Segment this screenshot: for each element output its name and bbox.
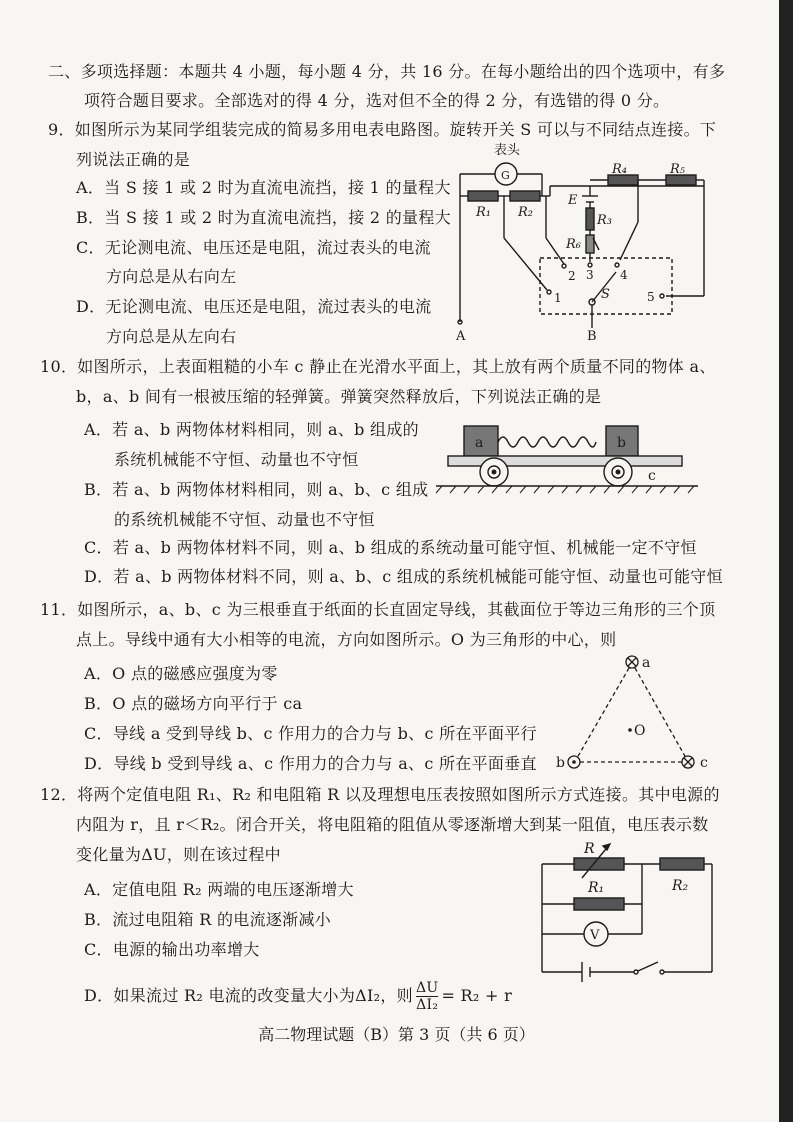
q9-stem-line2: 列说法正确的是 xyxy=(76,150,191,169)
label-e: E xyxy=(568,193,578,208)
q11-triangle-figure xyxy=(556,652,720,777)
label-r2: R₂ xyxy=(672,878,689,894)
q9-option-c-line2: 方向总是从右向左 xyxy=(106,267,237,286)
q9-option-b: B．当 S 接 1 或 2 时为直流电流挡，接 2 的量程大 xyxy=(76,208,451,227)
q12-stem-line2: 内阻为 r，且 r＜R₂。闭合开关，将电阻箱的阻值从零逐渐增大到某一阻值，电压表示数 xyxy=(76,815,709,834)
q12-fraction xyxy=(416,980,439,1013)
label-g: G xyxy=(501,169,510,182)
q11-stem-line2: 点上。导线中通有大小相等的电流，方向如图所示。O 为三角形的中心，则 xyxy=(76,630,617,649)
terminal-a: A xyxy=(456,329,466,344)
q10-option-c: C．若 a、b 两物体材料不同，则 a、b 组成的系统动量可能守恒、机械能一定不守恒 xyxy=(84,538,697,557)
q12-stem-line1: 12．将两个定值电阻 R₁、R₂ 和电阻箱 R 以及理想电压表按照如图所示方式连接。其中电源的 xyxy=(40,785,720,804)
q12-circuit-figure xyxy=(538,838,718,978)
node-5: 5 xyxy=(647,290,655,304)
label-s: S xyxy=(601,287,610,302)
label-r1: R₁ xyxy=(476,205,491,220)
label-a: a xyxy=(642,655,651,671)
q9-option-c-line1: C．无论测电流、电压还是电阻，流过表头的电流 xyxy=(76,238,431,257)
label-v: V xyxy=(590,928,600,943)
q11-option-a: A．O 点的磁感应强度为零 xyxy=(84,664,278,683)
q12-option-d-suffix: = R₂ + r xyxy=(441,986,513,1005)
q10-option-a-line1: A．若 a、b 两物体材料相同，则 a、b 组成的 xyxy=(84,420,419,439)
q10-option-a-line2: 系统机械能不守恒、动量也不守恒 xyxy=(114,450,359,469)
label-r3: R₃ xyxy=(597,213,612,228)
q11-stem-line1: 11．如图所示，a、b、c 为三根垂直于纸面的长直固定导线，其截面位于等边三角形的三个顶 xyxy=(40,600,716,619)
node-3: 3 xyxy=(586,268,594,282)
q12-option-d xyxy=(84,978,512,1014)
q9-multimeter-circuit xyxy=(440,140,730,345)
q10-cart-figure xyxy=(436,420,698,500)
q12-option-c: C．电源的输出功率增大 xyxy=(84,940,260,959)
q12-option-b: B．流过电阻箱 R 的电流逐渐减小 xyxy=(84,910,332,929)
label-b: b xyxy=(556,755,565,771)
q11-option-d: D．导线 b 受到导线 a、c 作用力的合力与 a、c 所在平面垂直 xyxy=(84,754,537,773)
label-o: O xyxy=(634,723,646,739)
section-header-line2: 项符合题目要求。全部选对的得 4 分，选对但不全的得 2 分，有选错的得 0 分。 xyxy=(84,91,670,110)
q10-stem-line2: b，a、b 间有一根被压缩的轻弹簧。弹簧突然释放后，下列说法正确的是 xyxy=(76,387,602,406)
page-footer: 高二物理试题（B）第 3 页（共 6 页） xyxy=(258,1025,535,1044)
label-r5: R₅ xyxy=(670,162,685,177)
label-r1: R₁ xyxy=(588,880,605,896)
label-r2: R₂ xyxy=(518,205,533,220)
fraction-numerator: ΔU xyxy=(415,980,439,996)
q9-option-d-line2: 方向总是从左向右 xyxy=(106,327,237,346)
label-c: c xyxy=(700,755,708,771)
label-r4: R₄ xyxy=(612,162,627,177)
q9-option-d-line1: D．无论测电流、电压还是电阻，流过表头的电流 xyxy=(76,297,432,316)
block-b-label: b xyxy=(617,435,626,451)
q12-option-a: A．定值电阻 R₂ 两端的电压逐渐增大 xyxy=(84,880,354,899)
q12-option-d-prefix: D．如果流过 R₂ 电流的改变量大小为ΔI₂，则 xyxy=(84,986,413,1005)
block-a-label: a xyxy=(475,435,484,451)
cart-c-label: c xyxy=(648,468,656,484)
node-2: 2 xyxy=(568,269,576,283)
q10-option-b-line2: 的系统机械能不守恒、动量也不守恒 xyxy=(114,510,375,529)
center-o-dot xyxy=(628,728,632,732)
fraction-denominator: ΔI₂ xyxy=(416,997,439,1013)
ground-hatching xyxy=(436,486,694,493)
node-4: 4 xyxy=(620,268,628,282)
q11-option-b: B．O 点的磁场方向平行于 ca xyxy=(84,694,303,713)
q10-stem-line1: 10．如图所示，上表面粗糙的小车 c 静止在光滑水平面上，其上放有两个质量不同的物体 a、 xyxy=(40,357,716,376)
q9-stem-line1: 9．如图所示为某同学组装完成的简易多用电表电路图。旋转开关 S 可以与不同结点连接。下 xyxy=(48,120,717,139)
q10-option-d: D．若 a、b 两物体材料不同，则 a、b、c 组成的系统机械能可能守恒、动量也可能守恒 xyxy=(84,567,723,586)
section-header-line1: 二、多项选择题：本题共 4 小题，每小题 4 分，共 16 分。在每小题给出的四个选项中，有多 xyxy=(48,62,726,81)
label-meter: 表头 xyxy=(494,143,521,158)
node-1: 1 xyxy=(554,291,562,305)
q10-option-b-line1: B．若 a、b 两物体材料相同，则 a、b、c 组成 xyxy=(84,480,429,499)
label-r: R xyxy=(584,841,595,857)
q9-option-a: A．当 S 接 1 或 2 时为直流电流挡，接 1 的量程大 xyxy=(76,178,451,197)
q12-stem-line3: 变化量为ΔU，则在该过程中 xyxy=(76,845,281,864)
label-r6: R₆ xyxy=(566,237,581,252)
q11-option-c: C．导线 a 受到导线 b、c 作用力的合力与 b、c 所在平面平行 xyxy=(84,724,537,743)
page-edge-shadow xyxy=(779,0,793,1122)
terminal-b: B xyxy=(587,329,597,344)
